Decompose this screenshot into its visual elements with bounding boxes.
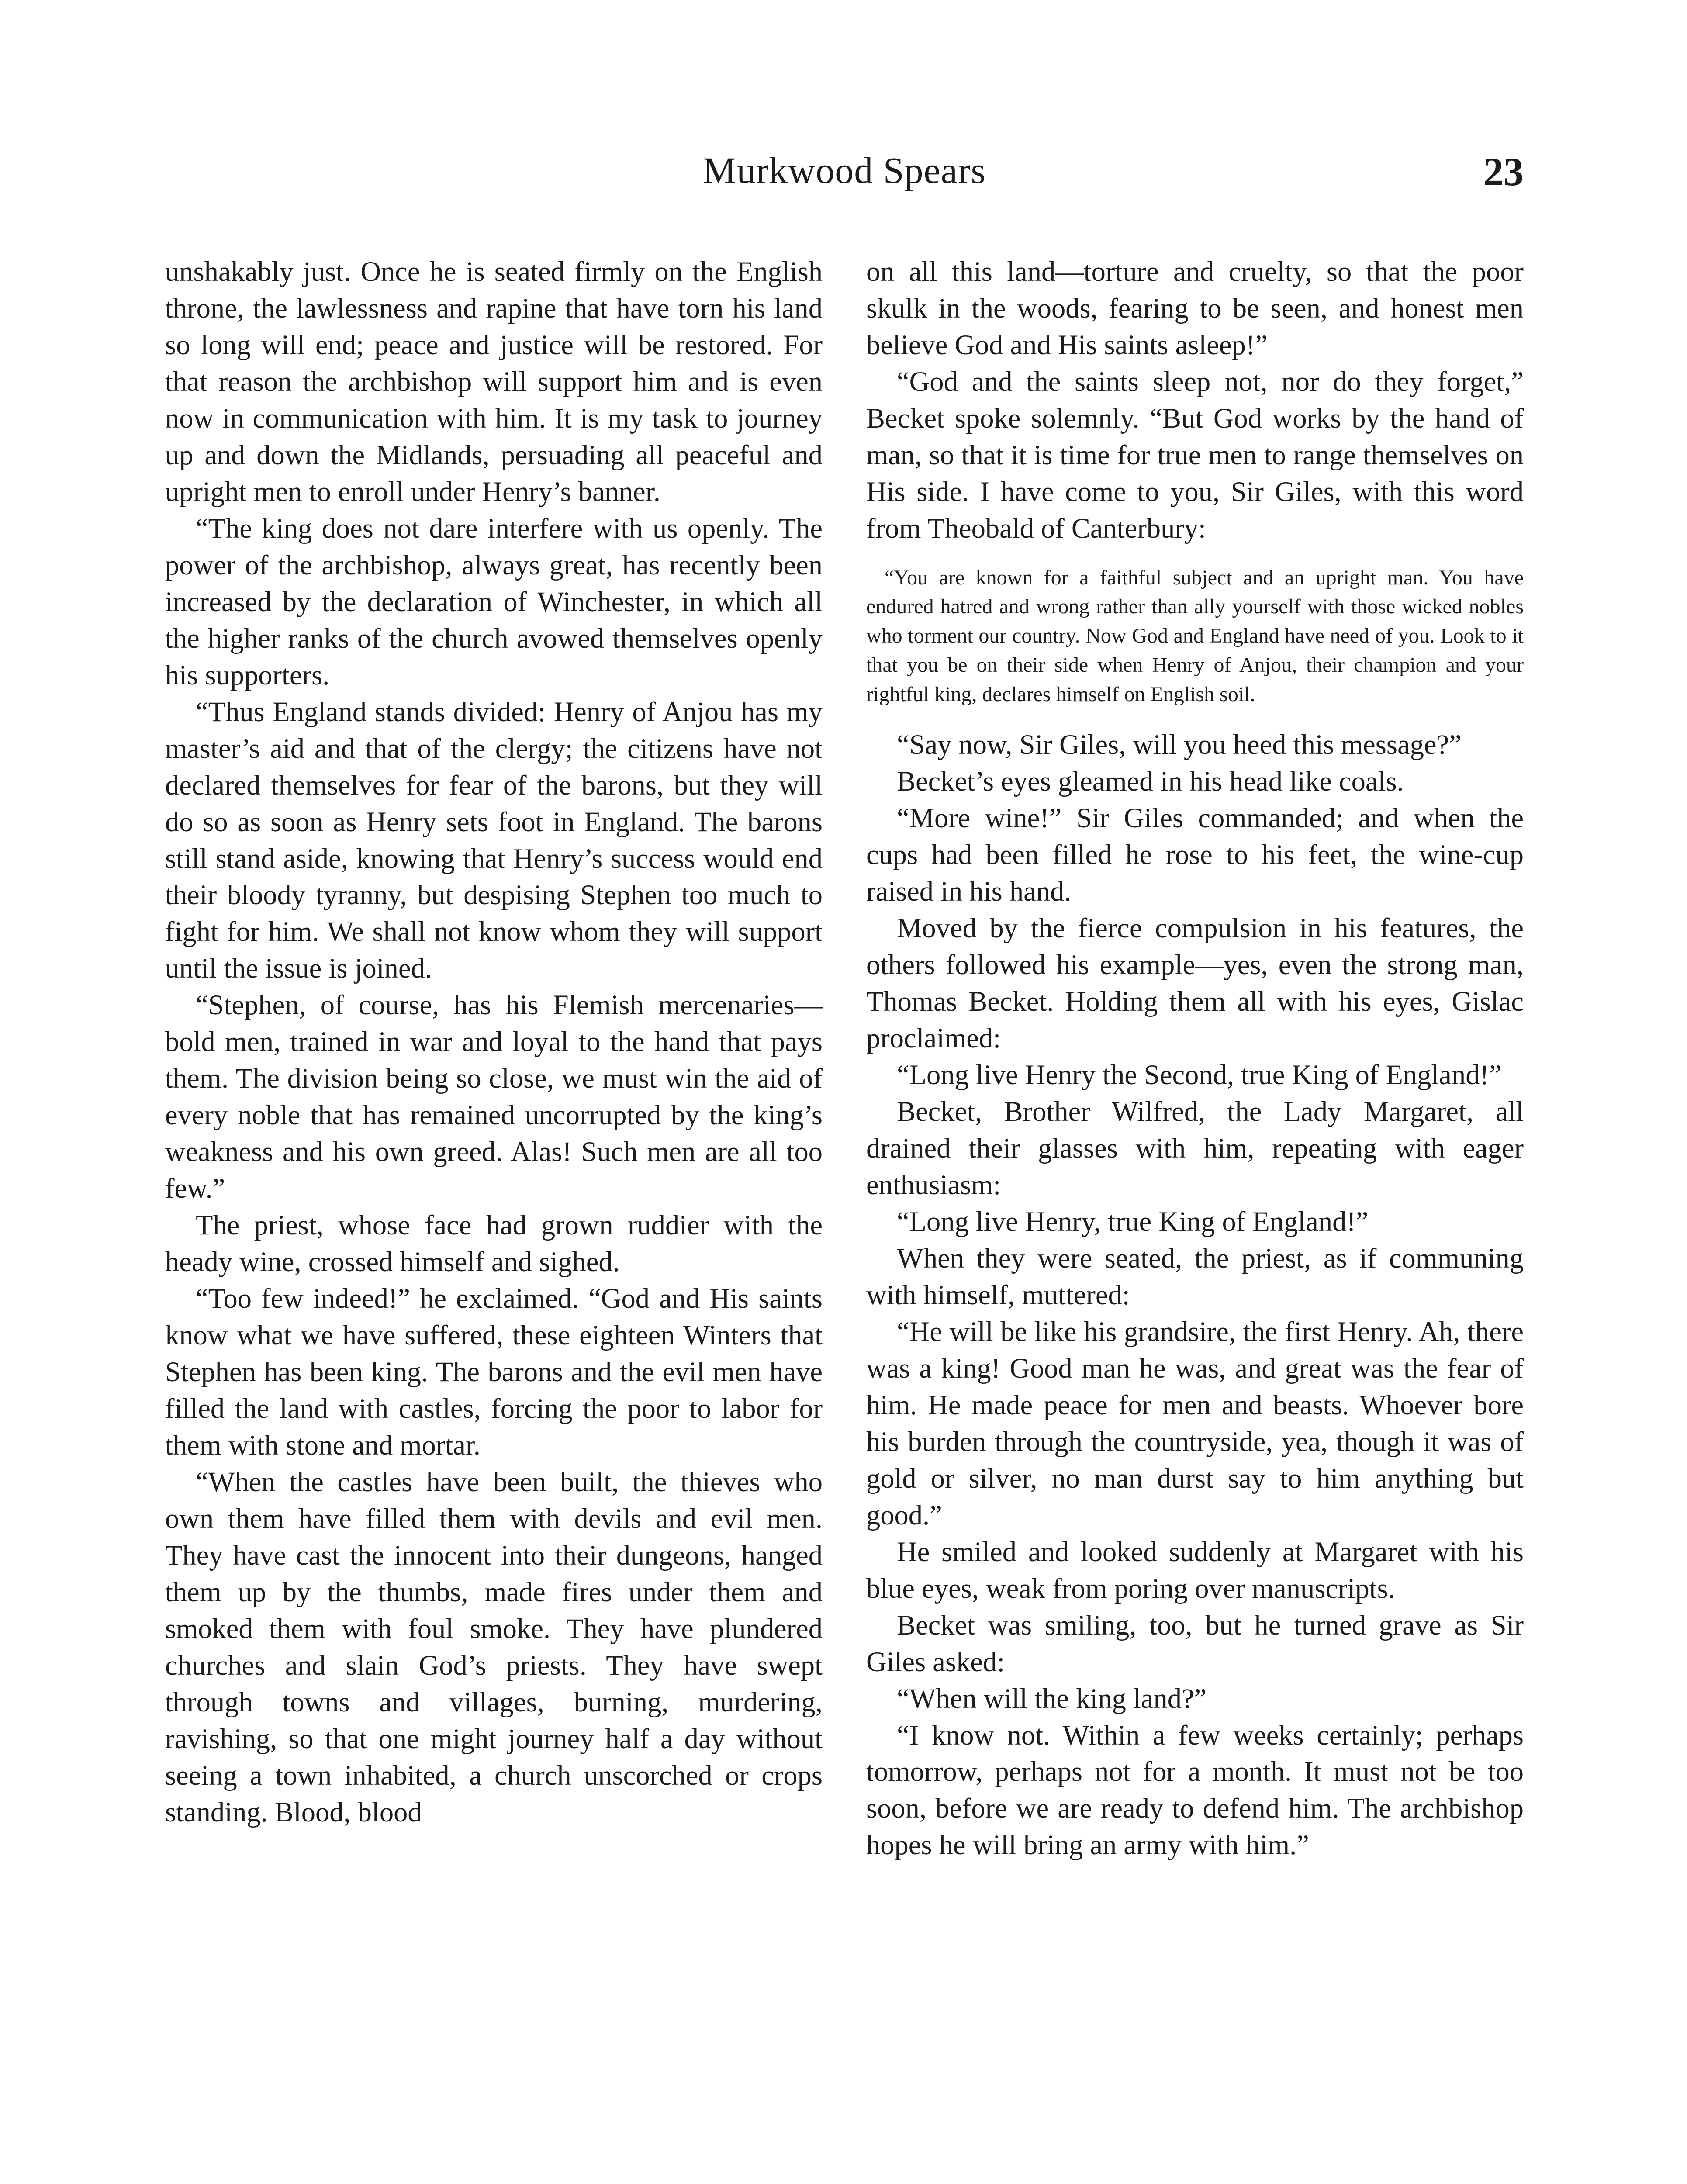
running-title: Murkwood Spears <box>703 149 986 191</box>
paragraph: “More wine!” Sir Giles commanded; and when the cups had been filled he rose to his feet, the wine-cup raised in his hand. <box>866 802 1524 907</box>
paragraph: The priest, whose face had grown ruddier with the heady wine, crossed himself and sighed. <box>165 1209 823 1278</box>
right-column <box>866 253 1524 1863</box>
paragraph: When they were seated, the priest, as if communing with himself, muttered: <box>866 1242 1524 1310</box>
left-column <box>165 253 823 1831</box>
paragraph: “Thus England stands divided: Henry of Anjou has my master’s aid and that of the clergy; the citizens have not declared themselves for fear of the barons, but they will do so as soon as Henry sets foot in England. The barons still stand aside, knowing that Henry’s success would end their bloody tyranny, but despising Stephen too much to fight for him. We shall not know whom they will support until the issue is joined. <box>165 696 823 984</box>
paragraph: Becket’s eyes gleamed in his head like coals. <box>897 766 1404 797</box>
paragraph: “Stephen, of course, has his Flemish mercenaries—bold men, trained in war and loyal to the hand that pays them. The division being so close, we must win the aid of every noble that has remained uncorrupted by the king’s weakness and his own greed. Alas! Such men are all too few.” <box>165 989 823 1204</box>
paragraph: “The king does not dare interfere with us openly. The power of the archbishop, always great, has recently been increased by the declaration of Winchester, in which all the higher ranks of the church avowed themselves openly his supporters. <box>165 512 823 691</box>
paragraph: Becket was smiling, too, but he turned grave as Sir Giles asked: <box>866 1609 1524 1677</box>
paragraph: unshakably just. Once he is seated firmly on the English throne, the lawlessness and rapine that have torn his land so long will end; peace and justice will be restored. For that reason the archbishop will support him and is even now in communication with him. It is my task to journey up and down the Midlands, persuading all peaceful and upright men to enroll under Henry’s banner. <box>165 256 823 507</box>
paragraph: “When will the king land?” <box>897 1683 1207 1714</box>
paragraph: “God and the saints sleep not, nor do they forget,” Becket spoke solemnly. “But God works by the hand of man, so that it is time for true men to range themselves on His side. I have come to you, Sir Giles, with this word from Theobald of Canterbury: <box>866 366 1524 544</box>
quoted-letter: “You are known for a faithful subject and an upright man. You have endured hatred and wrong rather than ally yourself with those wicked nobles who torment our country. Now God and England have need of you. Look to it that you be on their side when Henry of Anjou, their champion and your rightful king, declares himself on English soil. <box>866 566 1524 706</box>
paragraph: “He will be like his grandsire, the first Henry. Ah, there was a king! Good man he was, and great was the fear of him. He made peace for men and beasts. Whoever bore his burden through the countryside, yea, though it was of gold or silver, no man durst say to him anything but good.” <box>866 1316 1524 1531</box>
paragraph: “When the castles have been built, the thieves who own them have filled them with devils and evil men. They have cast the innocent into their dungeons, hanged them up by the thumbs, made fires under them and smoked them with foul smoke. They have plundered churches and slain God’s priests. They have swept through towns and villages, burning, murdering, ravishing, so that one might journey half a day without seeing a town inhabited, a church unscorched or crops standing. Blood, blood <box>165 1466 823 1828</box>
paragraph: “Say now, Sir Giles, will you heed this message?” <box>897 729 1462 760</box>
paragraph: “Long live Henry, true King of England!” <box>897 1206 1369 1237</box>
paragraph: “Too few indeed!” he exclaimed. “God and His saints know what we have suffered, these eighteen Winters that Stephen has been king. The barons and the evil men have filled the land with castles, forcing the poor to labor for them with stone and mortar. <box>165 1283 823 1461</box>
paragraph: “I know not. Within a few weeks certainly; perhaps tomorrow, perhaps not for a month. It must not be too soon, before we are ready to defend him. The archbishop hopes he will bring an army with him.” <box>866 1719 1524 1861</box>
page-number: 23 <box>1483 149 1524 194</box>
paragraph: Becket, Brother Wilfred, the Lady Margaret, all drained their glasses with him, repeating with eager enthusiasm: <box>866 1096 1524 1200</box>
paragraph: He smiled and looked suddenly at Margaret with his blue eyes, weak from poring over manuscripts. <box>866 1536 1524 1604</box>
paragraph: Moved by the fierce compulsion in his features, the others followed his example—yes, even the strong man, Thomas Becket. Holding them all with his eyes, Gislac proclaimed: <box>866 912 1524 1054</box>
page-header <box>165 149 1524 214</box>
paragraph: on all this land—torture and cruelty, so that the poor skulk in the woods, fearing to be seen, and honest men believe God and His saints asleep!” <box>866 256 1524 360</box>
paragraph: “Long live Henry the Second, true King of England!” <box>897 1059 1502 1091</box>
